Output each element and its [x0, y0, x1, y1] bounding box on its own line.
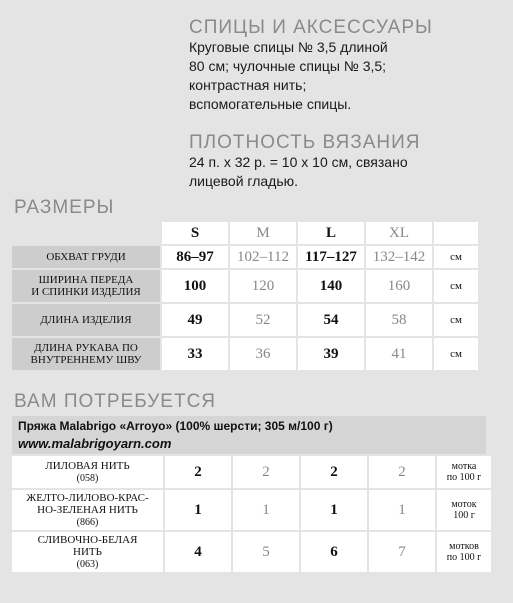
table-cell: 2: [233, 456, 299, 488]
table-cell: 6: [301, 532, 367, 572]
accessories-line: 80 см; чулочные спицы № 3,5;: [189, 58, 387, 74]
unit-cell: см: [434, 338, 478, 370]
density-heading: ПЛОТНОСТЬ ВЯЗАНИЯ: [189, 132, 421, 153]
table-row: [12, 304, 478, 336]
accessories-line: Круговые спицы № 3,5 длиной: [189, 39, 388, 55]
row-label-line: ДЛИНА РУКАВА ПО: [34, 342, 138, 354]
density-line: лицевой гладью.: [189, 173, 299, 189]
table-cell: 132–142: [366, 246, 432, 268]
table-cell: 120: [230, 270, 296, 302]
table-cell: 117–127: [298, 246, 364, 268]
row-label-line: ВНУТРЕННЕМУ ШВУ: [30, 354, 142, 366]
row-label: [12, 490, 163, 530]
row-label: [12, 304, 160, 336]
table-cell: 33: [162, 338, 228, 370]
unit-cell: [437, 532, 491, 572]
density-line: 24 п. х 32 р. = 10 х 10 см, связано: [189, 154, 408, 170]
unit-line: мотка: [451, 461, 477, 472]
yarn-title: Пряжа Malabrigo «Arroyo» (100% шерсти; 305 м/100 г): [18, 419, 333, 433]
yarn-url: www.malabrigoyarn.com: [18, 436, 172, 451]
unit-line: 100 г: [453, 510, 475, 521]
unit-cell: см: [434, 304, 478, 336]
unit-line: мотков: [449, 541, 479, 552]
yarn-table: [10, 454, 493, 574]
size-column-header: L: [298, 222, 364, 244]
row-label-line: НО-ЗЕЛЕНАЯ НИТЬ: [37, 503, 138, 516]
accessories-text: [189, 38, 509, 114]
empty-cell: [12, 222, 160, 244]
yarn-code: (866): [76, 516, 99, 528]
row-label-line: ЖЕЛТО-ЛИЛОВО-КРАС-: [26, 491, 149, 504]
table-cell: 4: [165, 532, 231, 572]
row-label-line: ШИРИНА ПЕРЕДА: [38, 274, 134, 286]
table-cell: 2: [165, 456, 231, 488]
empty-cell: [434, 222, 478, 244]
table-cell: 5: [233, 532, 299, 572]
row-label-line: ДЛИНА ИЗДЕЛИЯ: [40, 314, 132, 326]
unit-cell: [437, 456, 491, 488]
yarn-code: (063): [76, 558, 99, 570]
table-cell: 58: [366, 304, 432, 336]
row-label: [12, 246, 160, 268]
table-cell: 7: [369, 532, 435, 572]
table-row: [12, 532, 491, 572]
unit-cell: [437, 490, 491, 530]
table-cell: 2: [369, 456, 435, 488]
row-label-line: И СПИНКИ ИЗДЕЛИЯ: [31, 286, 141, 298]
density-section: [189, 133, 509, 191]
row-label-line: ЛИЛОВАЯ НИТЬ: [45, 459, 130, 472]
unit-line: по 100 г: [446, 472, 482, 483]
table-row: [12, 246, 478, 268]
row-label: [12, 338, 160, 370]
table-cell: 1: [369, 490, 435, 530]
yarn-info-box: [12, 416, 486, 454]
size-column-header: S: [162, 222, 228, 244]
table-row: [12, 270, 478, 302]
unit-line: моток: [451, 499, 477, 510]
table-cell: 54: [298, 304, 364, 336]
unit-line: по 100 г: [446, 552, 482, 563]
size-column-header: M: [230, 222, 296, 244]
accessories-line: вспомогательные спицы.: [189, 96, 352, 112]
table-cell: 160: [366, 270, 432, 302]
unit-cell: см: [434, 246, 478, 268]
row-label-line: НИТЬ: [73, 545, 102, 558]
row-label-line: СЛИВОЧНО-БЕЛАЯ: [37, 533, 138, 546]
unit-cell: см: [434, 270, 478, 302]
table-cell: 41: [366, 338, 432, 370]
table-cell: 1: [233, 490, 299, 530]
sizes-header-row: [12, 222, 478, 244]
table-cell: 39: [298, 338, 364, 370]
table-cell: 52: [230, 304, 296, 336]
table-cell: 140: [298, 270, 364, 302]
sizes-table: [10, 220, 480, 372]
size-column-header: XL: [366, 222, 432, 244]
row-label: [12, 532, 163, 572]
row-label-line: ОБХВАТ ГРУДИ: [46, 251, 126, 263]
table-cell: 36: [230, 338, 296, 370]
table-cell: 102–112: [230, 246, 296, 268]
table-cell: 1: [165, 490, 231, 530]
table-row: [12, 456, 491, 488]
table-cell: 1: [301, 490, 367, 530]
accessories-line: контрастная нить;: [189, 77, 307, 93]
row-label: [12, 270, 160, 302]
table-cell: 49: [162, 304, 228, 336]
yarn-heading: ВАМ ПОТРЕБУЕТСЯ: [14, 391, 217, 412]
table-cell: 86–97: [162, 246, 228, 268]
table-cell: 100: [162, 270, 228, 302]
row-label: [12, 456, 163, 488]
table-cell: 2: [301, 456, 367, 488]
table-row: [12, 338, 478, 370]
accessories-heading: СПИЦЫ И АКСЕССУАРЫ: [189, 17, 433, 38]
yarn-code: (058): [76, 472, 99, 484]
sizes-heading: РАЗМЕРЫ: [14, 197, 115, 218]
accessories-section: [189, 18, 509, 114]
density-text: [189, 153, 509, 191]
table-row: [12, 490, 491, 530]
